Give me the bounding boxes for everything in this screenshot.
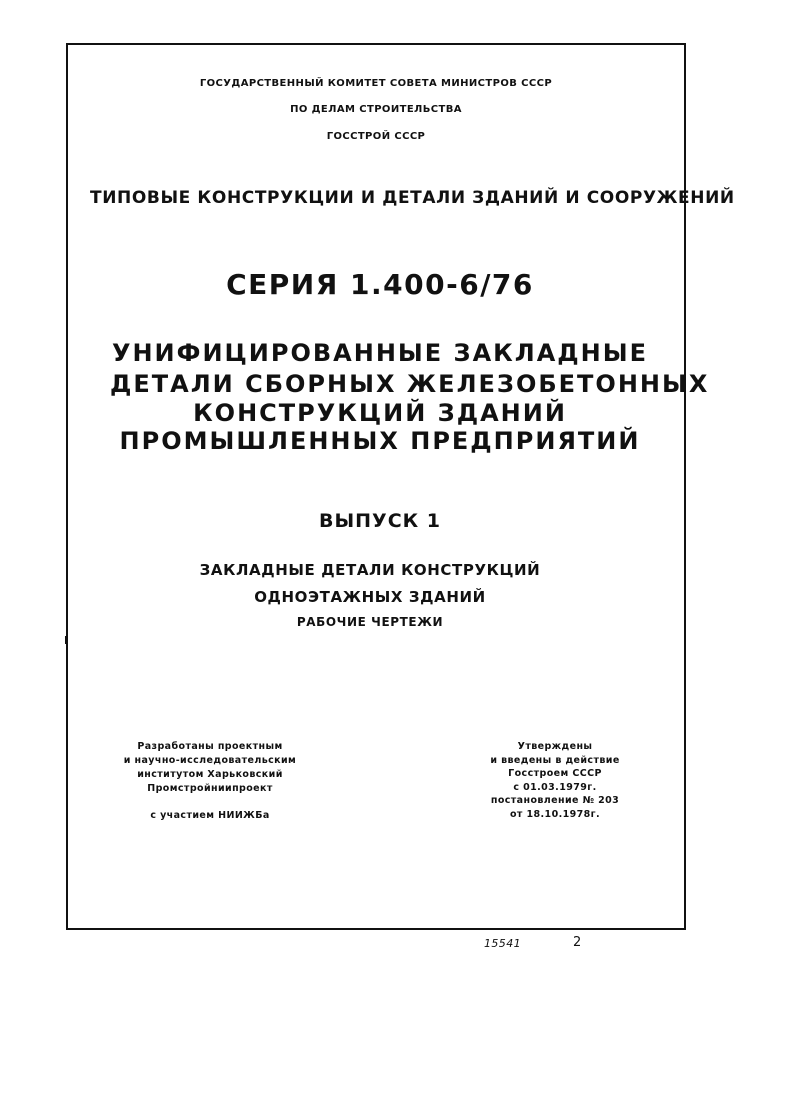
- frame-tick-mark: [65, 636, 67, 644]
- approval-block: [460, 740, 650, 821]
- page-number: 2: [573, 935, 582, 950]
- developer-line-1: Разработаны проектным: [137, 741, 283, 752]
- approval-line-3: Госстроем СССР: [508, 768, 602, 779]
- approval-line-5: постановление № 203: [490, 795, 620, 806]
- archive-code: 15541: [484, 937, 521, 950]
- subtitle-line-2: ОДНОЭТАЖНЫХ ЗДАНИЙ: [254, 588, 486, 606]
- issue-number: ВЫПУСК 1: [318, 510, 442, 532]
- collection-title: ТИПОВЫЕ КОНСТРУКЦИИ И ДЕТАЛИ ЗДАНИЙ И СООРУЖЕНИЙ: [90, 188, 735, 208]
- approval-line-2: и введены в действие: [490, 754, 620, 766]
- subtitle-line-3: РАБОЧИЕ ЧЕРТЕЖИ: [296, 615, 444, 629]
- document-title-line-2: ДЕТАЛИ СБОРНЫХ ЖЕЛЕЗОБЕТОННЫХ: [110, 370, 710, 398]
- developer-line-2: и научно-исследовательским: [123, 755, 297, 766]
- approval-line-6: от 18.10.1978г.: [509, 808, 600, 820]
- approval-line-4: с 01.03.1979г.: [513, 781, 597, 793]
- developer-participation: с участием НИИЖБа: [150, 810, 270, 821]
- developer-block: [100, 740, 320, 823]
- document-title-line-3: КОНСТРУКЦИЙ ЗДАНИЙ: [193, 399, 567, 427]
- document-title-line-1: УНИФИЦИРОВАННЫЕ ЗАКЛАДНЫЕ: [111, 339, 649, 367]
- document-title-line-4: ПРОМЫШЛЕННЫХ ПРЕДПРИЯТИЙ: [119, 427, 641, 455]
- agency-line-2: ПО ДЕЛАМ СТРОИТЕЛЬСТВА: [290, 104, 462, 115]
- approval-line-1: Утверждены: [517, 741, 593, 752]
- subtitle-line-1: ЗАКЛАДНЫЕ ДЕТАЛИ КОНСТРУКЦИЙ: [199, 561, 541, 579]
- agency-line-3: ГОССТРОЙ СССР: [326, 131, 426, 142]
- developer-line-3: институтом Харьковский: [137, 769, 283, 780]
- developer-line-4: Промстройниипроект: [147, 783, 273, 794]
- agency-line-1: ГОСУДАРСТВЕННЫЙ КОМИТЕТ СОВЕТА МИНИСТРОВ СССР: [199, 78, 553, 89]
- series-number: СЕРИЯ 1.400-6/76: [226, 268, 534, 301]
